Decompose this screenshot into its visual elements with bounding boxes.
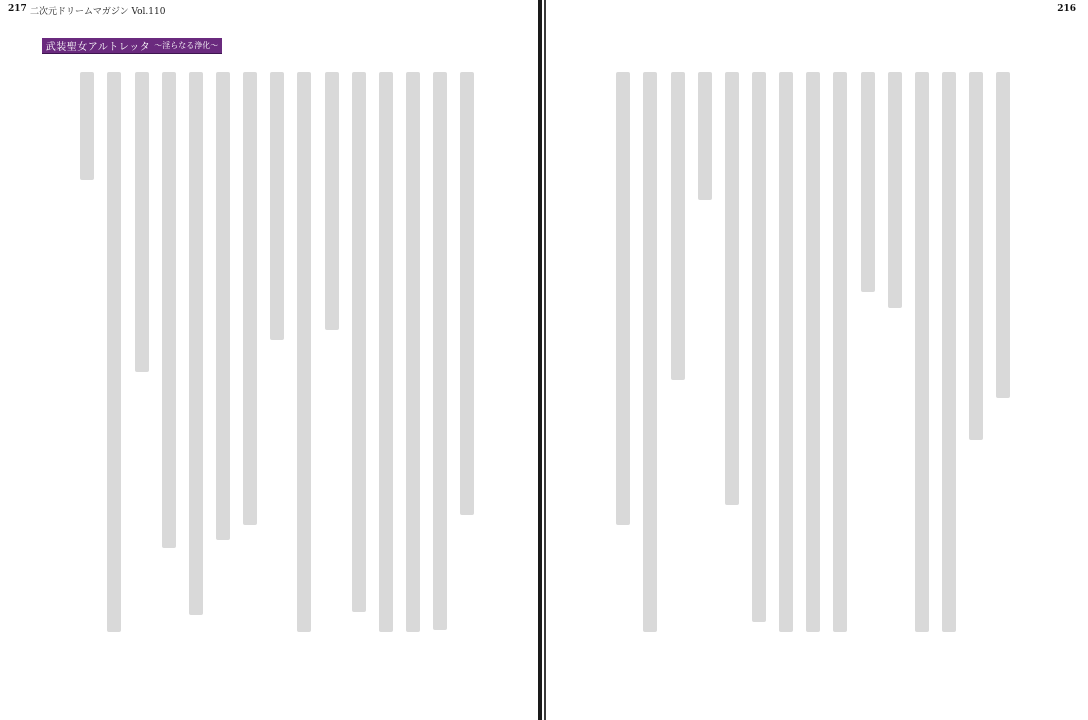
page-gutter [538,0,542,720]
text-column-placeholder [270,72,284,340]
story-subtitle: ～淫らなる浄化～ [154,41,219,50]
text-column-placeholder [216,72,230,540]
text-column-placeholder [915,72,929,632]
text-column-placeholder [406,72,420,632]
page-gutter-edge [544,0,546,720]
text-column-placeholder [379,72,393,632]
text-column-placeholder [752,72,766,622]
right-page-number: 216 [1057,4,1076,14]
text-column-placeholder [325,72,339,330]
text-column-placeholder [107,72,121,632]
right-page [547,0,1088,720]
text-column-placeholder [352,72,366,612]
text-column-placeholder [806,72,820,632]
text-column-placeholder [779,72,793,632]
text-column-placeholder [698,72,712,200]
text-column-placeholder [996,72,1010,398]
running-head: 二次元ドリームマガジン Vol.110 [30,7,166,17]
left-page-number: 217 [8,4,27,14]
text-column-placeholder [643,72,657,632]
text-column-placeholder [460,72,474,515]
text-column-placeholder [243,72,257,525]
text-column-placeholder [135,72,149,372]
text-column-placeholder [162,72,176,548]
text-column-placeholder [833,72,847,632]
text-column-placeholder [616,72,630,525]
text-column-placeholder [969,72,983,440]
text-column-placeholder [80,72,94,180]
story-title-bar [42,38,222,54]
left-page [0,0,538,720]
text-column-placeholder [942,72,956,632]
text-column-placeholder [725,72,739,505]
text-column-placeholder [189,72,203,615]
text-column-placeholder [861,72,875,292]
text-column-placeholder [888,72,902,308]
text-column-placeholder [433,72,447,630]
text-column-placeholder [297,72,311,632]
text-column-placeholder [671,72,685,380]
story-title: 武装聖女アルトレッタ [45,42,151,53]
